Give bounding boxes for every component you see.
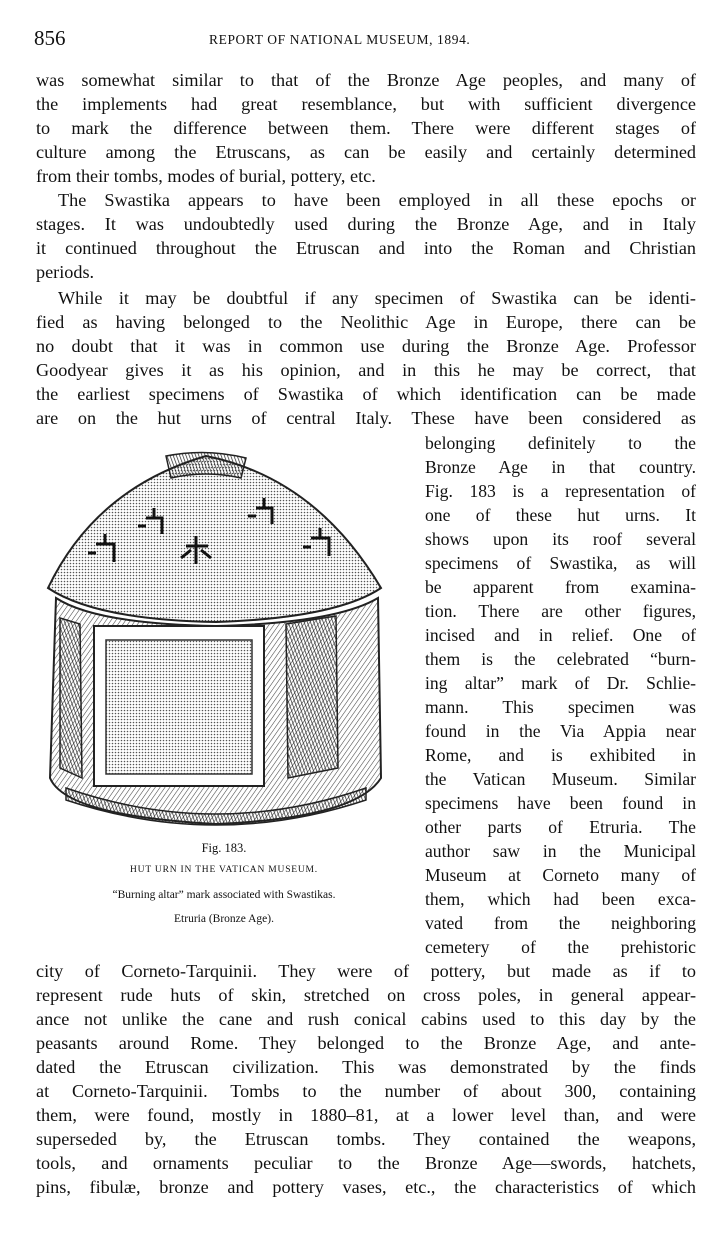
text-line: at Corneto-Tarquinii. Tombs to the number of about 300, containing [36,1081,696,1101]
text-line: author saw in the Municipal [425,841,696,861]
text-line: culture among the Etruscans, as can be easily and certainly determined [36,142,696,162]
figure-caption: Etruria (Bronze Age). [174,913,274,925]
text-line: them is the celebrated “burn- [425,649,696,669]
text-line: ing altar” mark of Dr. Schlie- [425,673,696,693]
text-line: vated from the neighboring [425,913,696,933]
text-line: no doubt that it was in common use during the Bronze Age. Professor [36,336,696,356]
text-line: fied as having belonged to the Neolithic Age in Europe, there can be [36,312,696,332]
text-line: it continued throughout the Etruscan and into the Roman and Christian [36,238,696,258]
text-line: peasants around Rome. They belonged to the Bronze Age, and ante- [36,1033,696,1053]
text-line: tools, and ornaments peculiar to the Bronze Age—swords, hatchets, [36,1153,696,1173]
text-line: shows upon its roof several [425,529,696,549]
text-line: Rome, and is exhibited in [425,745,696,765]
text-line: specimens have been found in [425,793,696,813]
text-line: the earliest specimens of Swastika of which identification can be made [36,384,696,404]
text-line: belonging definitely to the [425,433,696,453]
text-line: The Swastika appears to have been employed in all these epochs or [58,190,696,210]
text-line: be apparent from examina- [425,577,696,597]
text-line: Goodyear gives it as his opinion, and in this he may be correct, that [36,360,696,380]
running-head: REPORT OF NATIONAL MUSEUM, 1894. [209,32,471,47]
text-line: from their tombs, modes of burial, pottery, etc. [36,166,376,186]
text-line: cemetery of the prehistoric [425,937,696,957]
text-line: them, which had been exca- [425,889,696,909]
text-line: stages. It was undoubtedly used during the Bronze Age, and in Italy [36,214,696,234]
page-number: 856 [34,26,66,50]
text-line: city of Corneto-Tarquinii. They were of pottery, but made as if to [36,961,696,981]
text-line: periods. [36,262,95,282]
text-line: the implements had great resemblance, but with sufficient divergence [36,94,696,114]
text-line: While it may be doubtful if any specimen of Swastika can be identi- [58,288,696,308]
figure-number: Fig. 183. [201,841,247,855]
text-line: are on the hut urns of central Italy. These have been considered as [36,408,696,428]
text-line: Bronze Age in that country. [425,457,696,477]
text-line: one of these hut urns. It [425,505,696,525]
text-line: incised and in relief. One of [425,625,696,645]
hut-urn-illustration [36,448,412,838]
text-line: them, were found, mostly in 1880–81, at a lower level than, and were [36,1105,696,1125]
text-line: pins, fibulæ, bronze and pottery vases, etc., the characteristics of which [36,1177,696,1197]
text-line: the Vatican Museum. Similar [425,769,696,789]
text-line: Museum at Corneto many of [425,865,696,885]
text-line: dated the Etruscan civilization. This was demonstrated by the finds [36,1057,696,1077]
page-header [34,26,696,54]
text-line: found in the Via Appia near [425,721,696,741]
text-line: specimens of Swastika, as will [425,553,696,573]
text-line: was somewhat similar to that of the Bronze Age peoples, and many of [36,70,696,90]
text-line: tion. There are other figures, [425,601,696,621]
text-line: other parts of Etruria. The [425,817,696,837]
text-line: represent rude huts of skin, stretched on cross poles, in general appear- [36,985,696,1005]
text-line: Fig. 183 is a representation of [425,481,696,501]
text-line: mann. This specimen was [425,697,696,717]
figure-183 [36,448,412,938]
figure-title: HUT URN IN THE VATICAN MUSEUM. [130,865,318,875]
text-line: superseded by, the Etruscan tombs. They contained the weapons, [36,1129,696,1149]
text-line: to mark the difference between them. There were different stages of [36,118,696,138]
text-line: ance not unlike the cane and rush conical cabins used to this day by the [36,1009,696,1029]
figure-caption: “Burning altar” mark associated with Swastikas. [112,889,336,901]
